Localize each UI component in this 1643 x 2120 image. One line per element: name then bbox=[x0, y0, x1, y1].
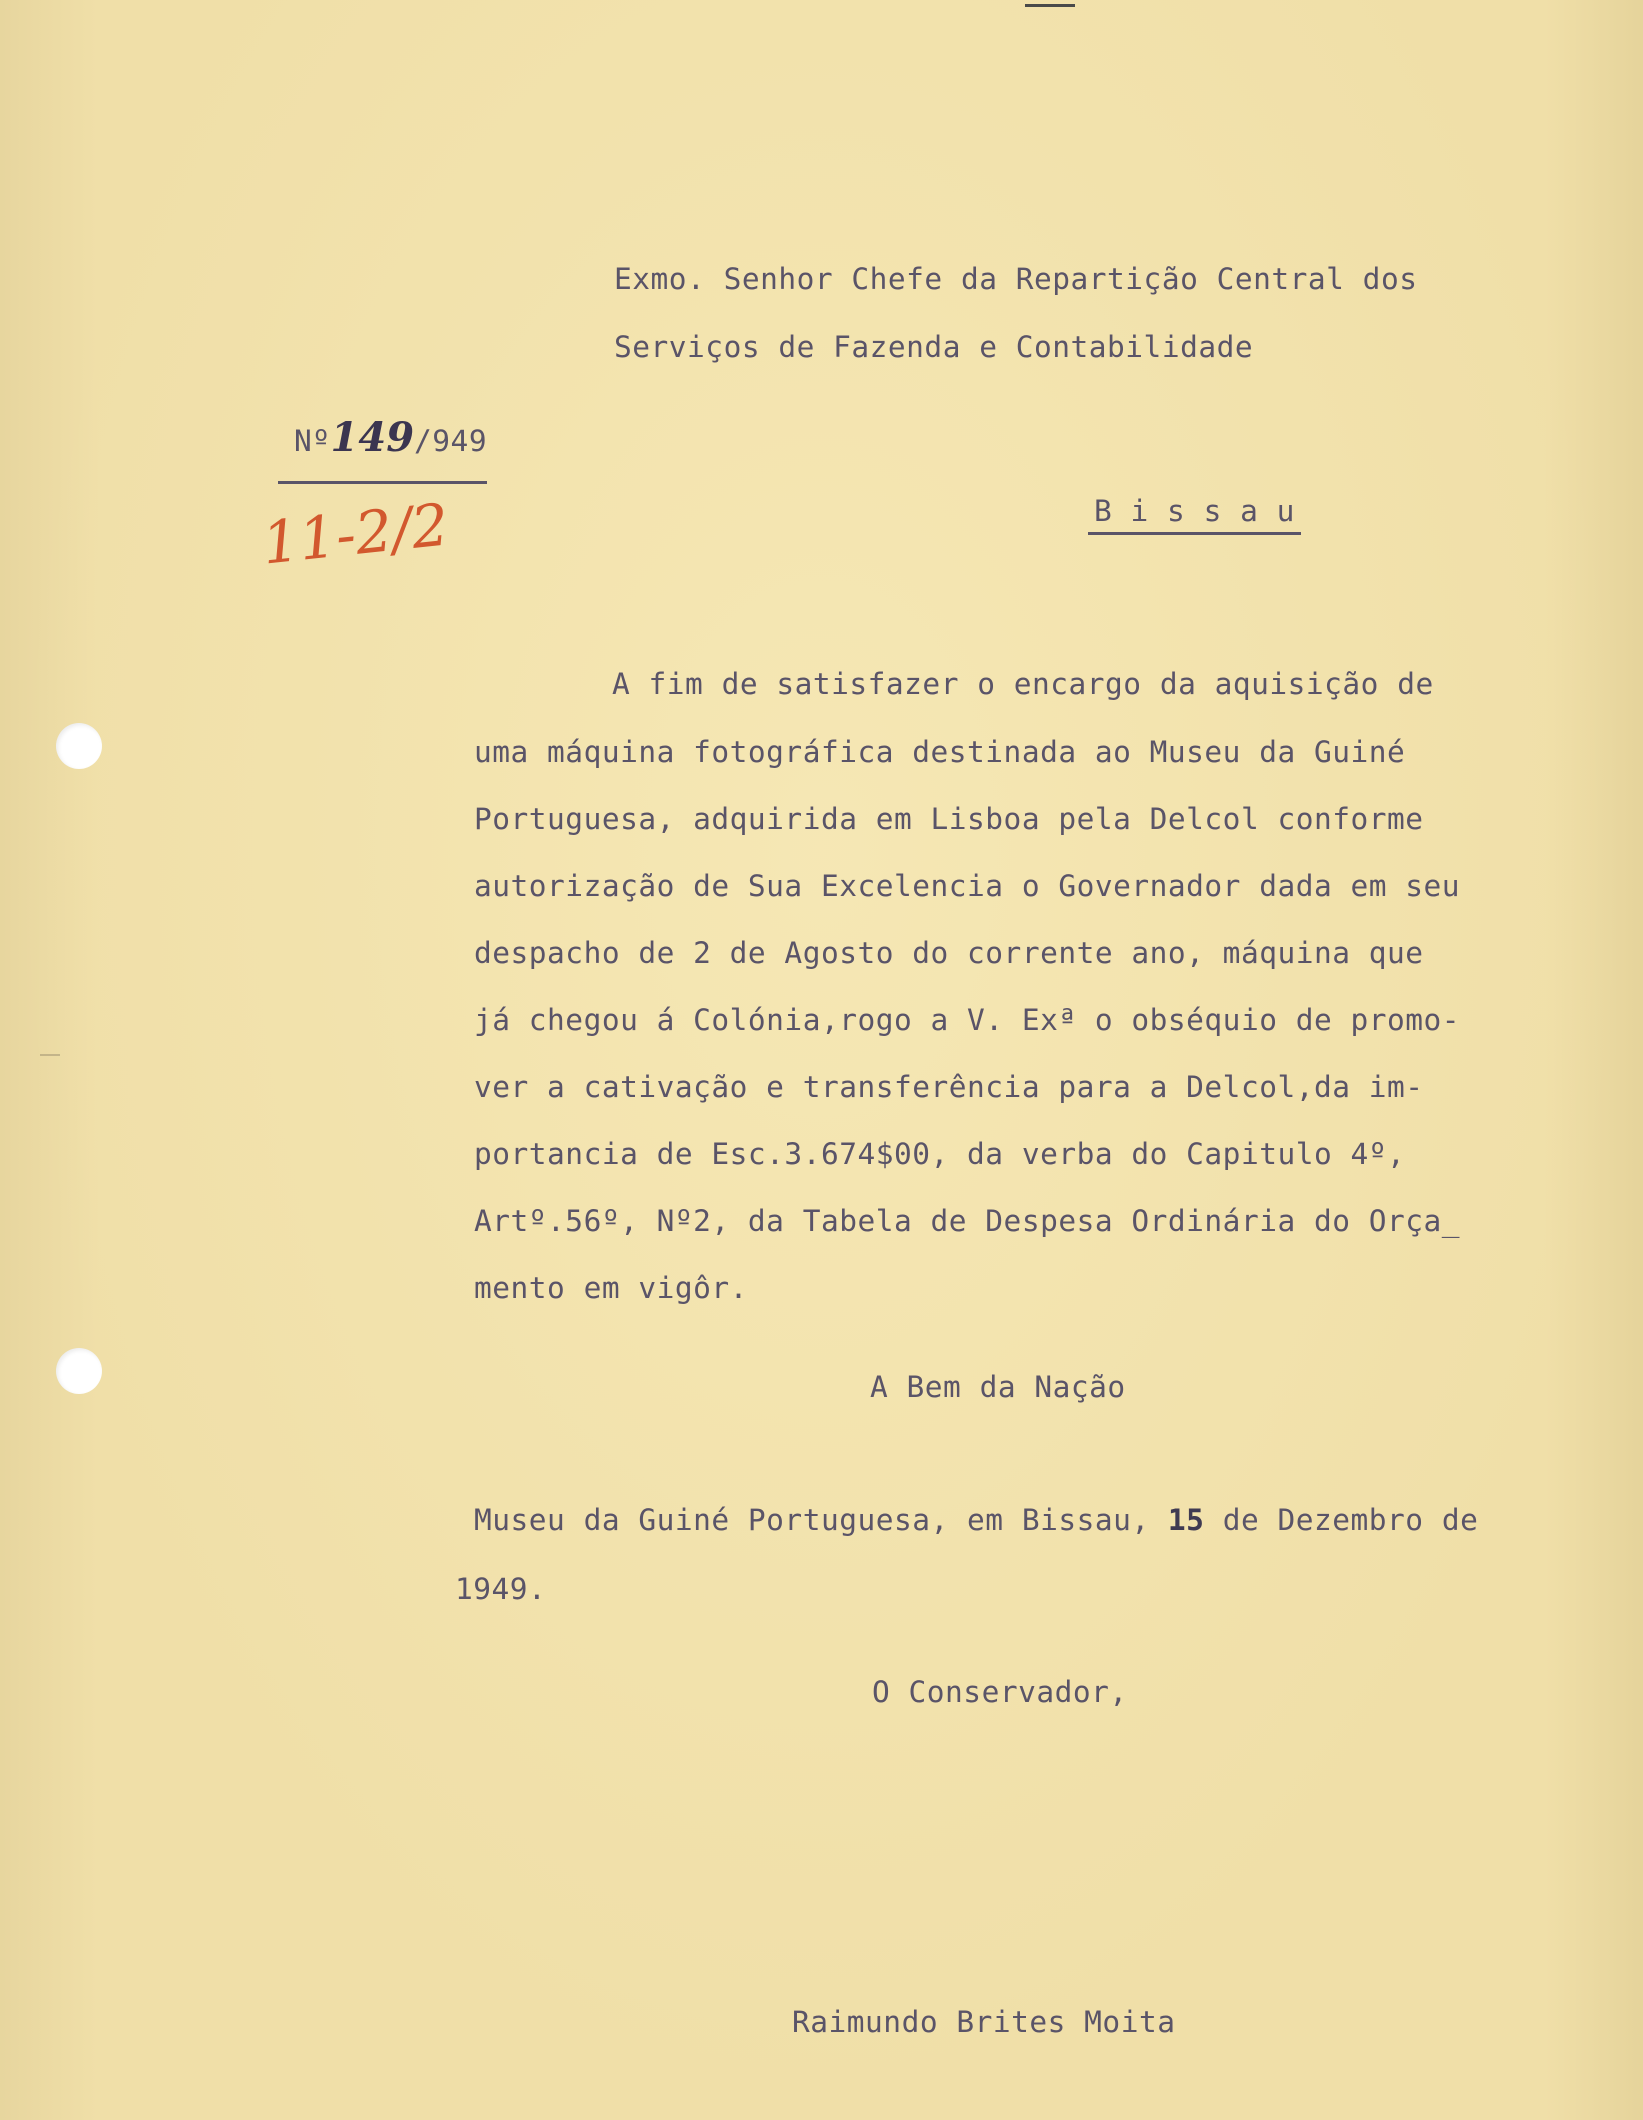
reference-year-digits: 949 bbox=[432, 424, 488, 458]
body-line-9: Artº.56º, Nº2, da Tabela de Despesa Ordinária do Orça_ bbox=[474, 1204, 1461, 1238]
body-line-4: autorização de Sua Excelencia o Governador dada em seu bbox=[474, 869, 1461, 903]
fold-mark bbox=[40, 1054, 60, 1056]
red-pencil-annotation: 11-2/2 bbox=[258, 490, 452, 578]
body-line-6: já chegou á Colónia,rogo a V. Exª o obséquio de promo- bbox=[474, 1003, 1461, 1037]
reference-prefix: Nº bbox=[294, 424, 331, 458]
reference-number bbox=[278, 396, 487, 484]
addressee-line-2: Serviços de Fazenda e Contabilidade bbox=[614, 330, 1254, 364]
place-date-suffix: de Dezembro de bbox=[1204, 1503, 1479, 1537]
ink-mark bbox=[1025, 4, 1075, 7]
punch-hole-top bbox=[56, 723, 102, 769]
salutation: A Bem da Nação bbox=[870, 1370, 1126, 1404]
body-line-10: mento em vigôr. bbox=[474, 1271, 748, 1305]
body-line-7: ver a cativação e transferência para a Delcol,da im- bbox=[474, 1070, 1424, 1104]
punch-hole-bottom bbox=[56, 1348, 102, 1394]
place-date-prefix: Museu da Guiné Portuguesa, em Bissau, bbox=[474, 1503, 1168, 1537]
reference-handwritten-number: 149 bbox=[330, 414, 415, 461]
city-heading: B i s s a u bbox=[1088, 494, 1301, 535]
date-day: 15 bbox=[1167, 1503, 1205, 1537]
place-date-line bbox=[474, 1503, 1478, 1537]
body-line-3: Portuguesa, adquirida em Lisboa pela Delcol conforme bbox=[474, 802, 1424, 836]
signatory-name: Raimundo Brites Moita bbox=[792, 2005, 1176, 2039]
body-line-8: portancia de Esc.3.674$00, da verba do Capitulo 4º, bbox=[474, 1137, 1406, 1171]
body-line-5: despacho de 2 de Agosto do corrente ano, máquina que bbox=[474, 936, 1424, 970]
body-line-2: uma máquina fotográfica destinada ao Museu da Guiné bbox=[474, 735, 1406, 769]
signatory-role: O Conservador, bbox=[872, 1675, 1128, 1709]
body-line-1: A fim de satisfazer o encargo da aquisição de bbox=[612, 667, 1434, 701]
date-year-line: 1949. bbox=[455, 1572, 547, 1606]
addressee-line-1: Exmo. Senhor Chefe da Repartição Central dos bbox=[614, 262, 1418, 296]
reference-year: /949 bbox=[414, 424, 488, 458]
